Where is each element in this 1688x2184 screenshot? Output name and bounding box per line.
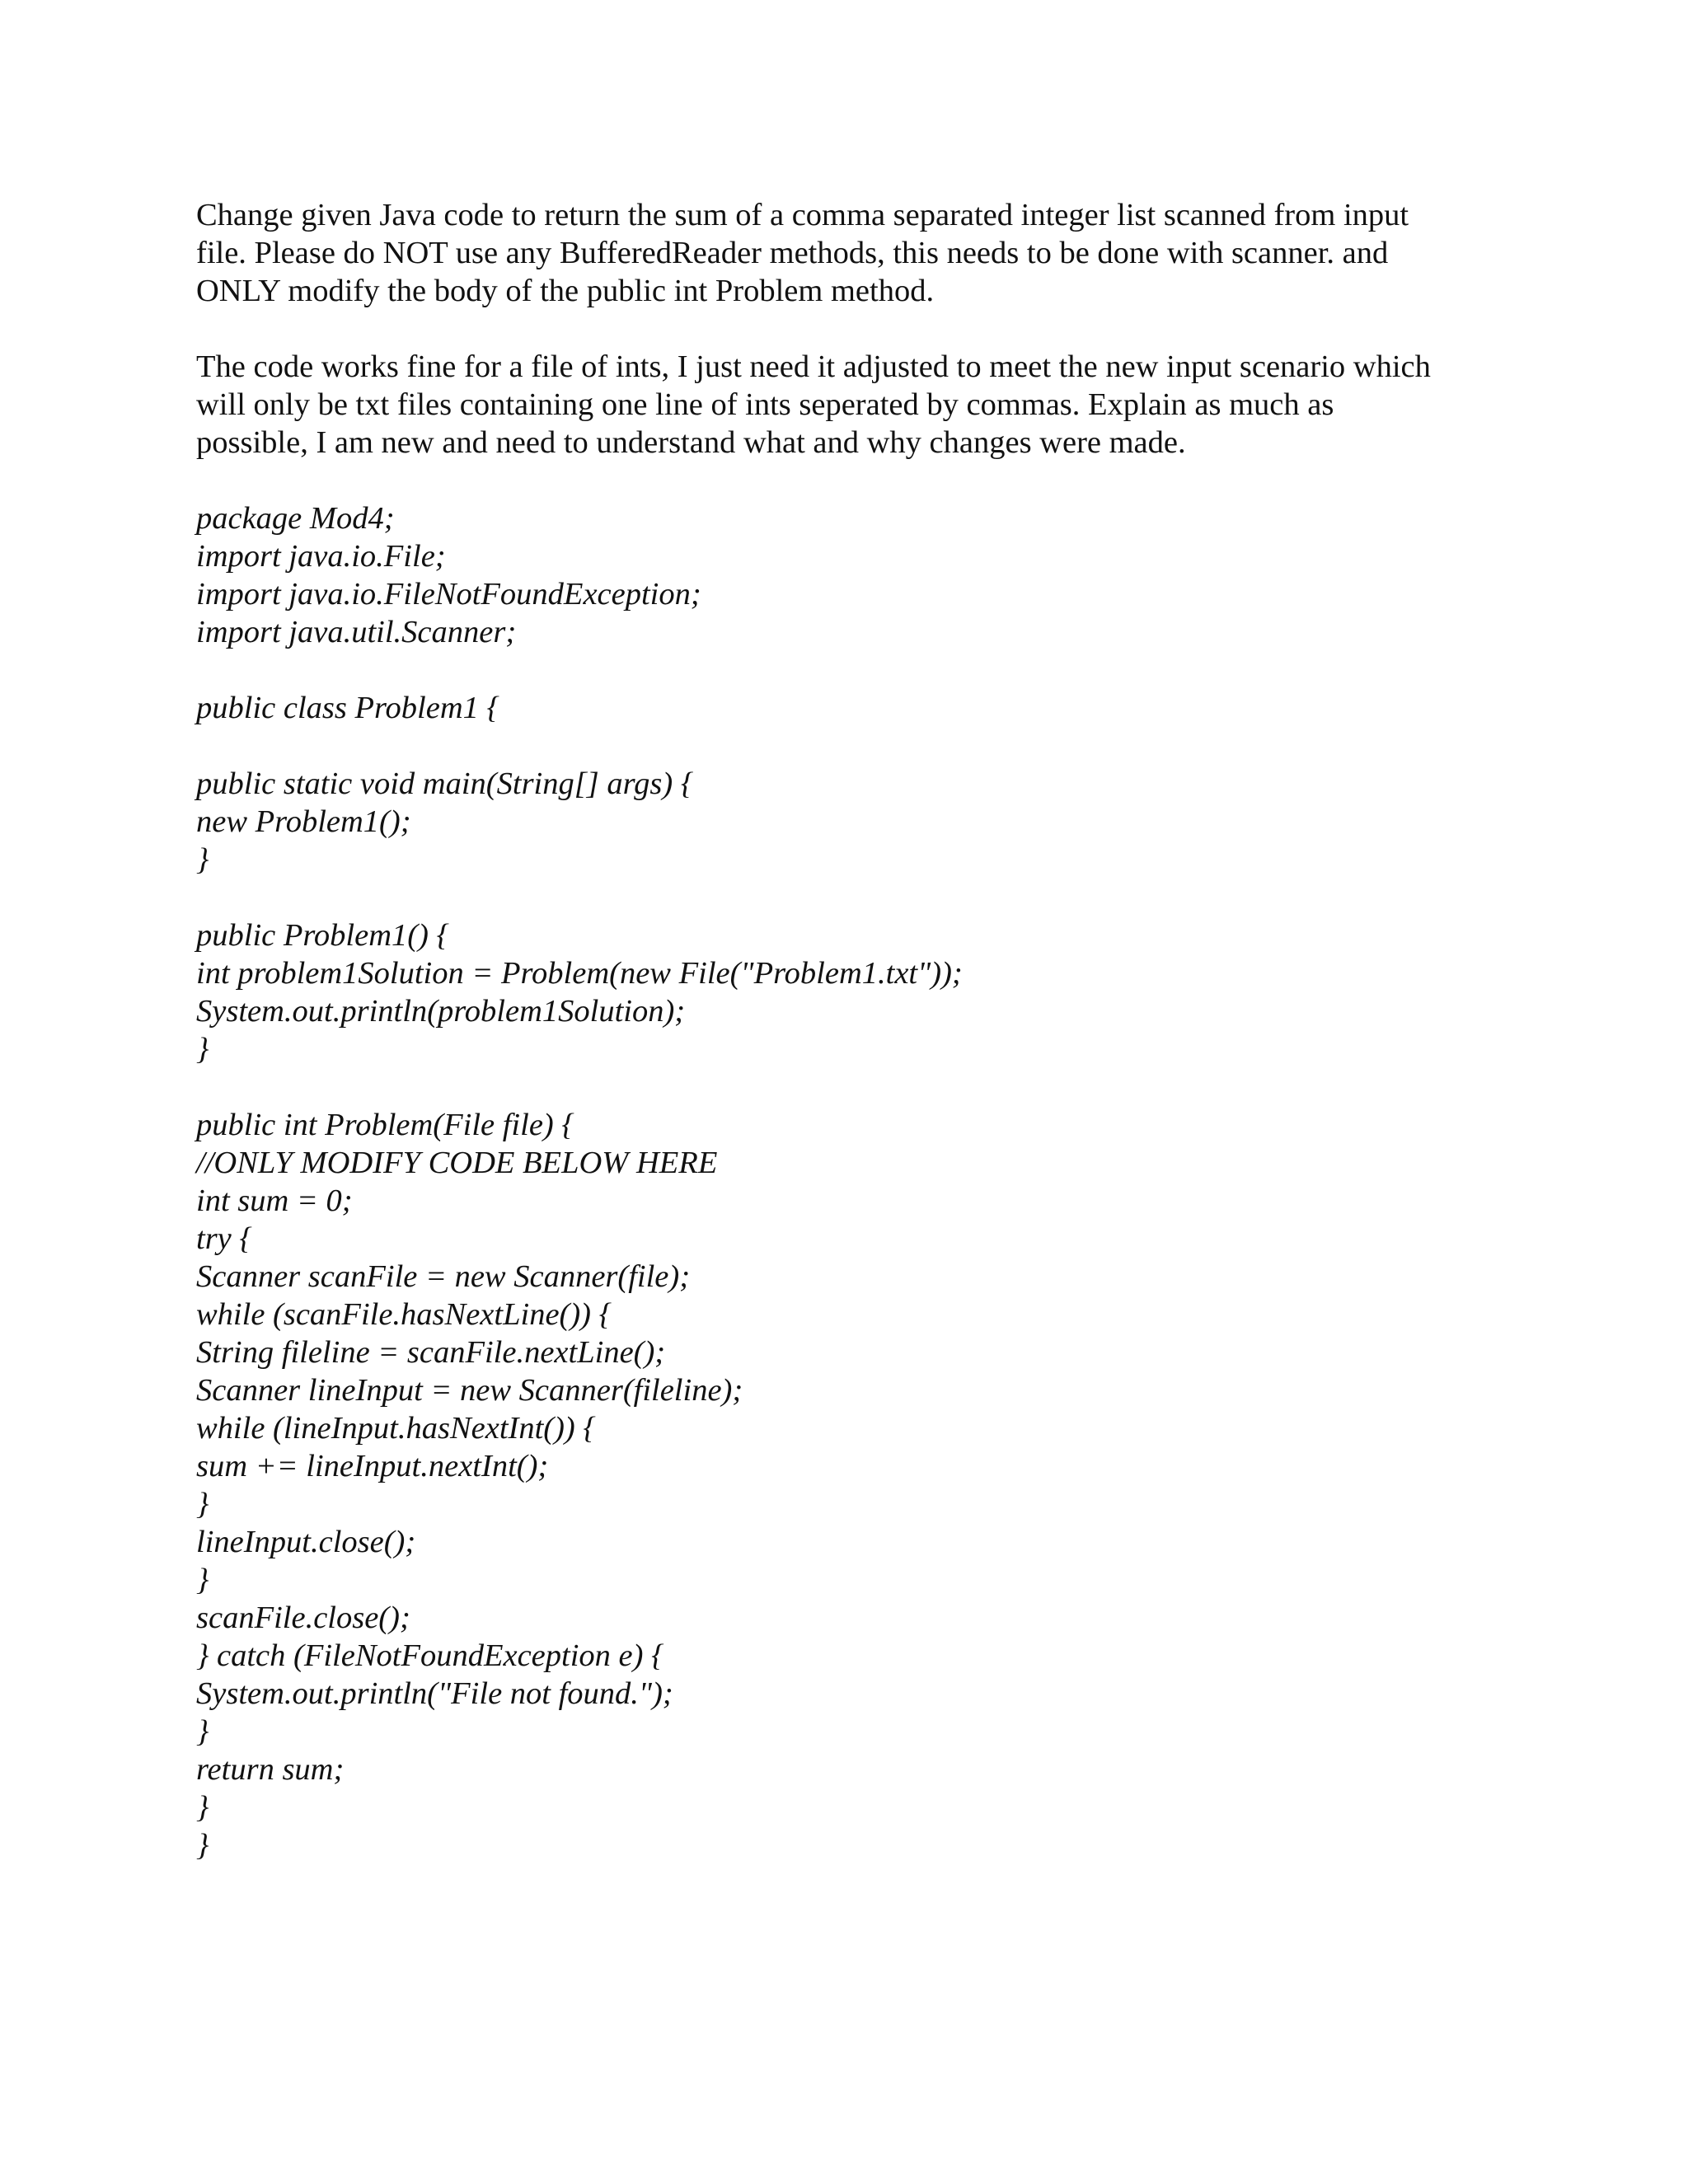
code-line: int problem1Solution = Problem(new File("Problem1.txt"));	[196, 956, 963, 991]
paragraph-line: The code works fine for a file of ints, I just need it adjusted to meet the new input scenario which	[196, 349, 1431, 384]
code-line: try {	[196, 1221, 252, 1256]
code-line	[196, 879, 1515, 916]
code-line: Scanner lineInput = new Scanner(fileline);	[196, 1373, 743, 1408]
code-line: }	[196, 1790, 209, 1825]
code-line: }	[196, 1714, 209, 1749]
code-line: System.out.println("File not found.");	[196, 1676, 673, 1711]
instruction-paragraph	[196, 196, 1515, 310]
explanation-paragraph	[196, 348, 1515, 462]
code-line: public Problem1() {	[196, 918, 449, 953]
code-line	[196, 727, 1515, 765]
code-line: import java.util.Scanner;	[196, 615, 517, 649]
code-line: import java.io.File;	[196, 539, 446, 574]
code-line: }	[196, 1032, 209, 1066]
code-line: while (lineInput.hasNextInt()) {	[196, 1411, 596, 1446]
code-line	[196, 1068, 1515, 1106]
code-line: }	[196, 842, 209, 877]
paragraph-line: possible, I am new and need to understand what and why changes were made.	[196, 425, 1186, 460]
paragraph-line: will only be txt files containing one line of ints seperated by commas. Explain as much as	[196, 387, 1334, 422]
code-line: }	[196, 1563, 209, 1597]
code-line: while (scanFile.hasNextLine()) {	[196, 1297, 612, 1332]
java-code-block	[196, 499, 1515, 1864]
code-line: sum += lineInput.nextInt();	[196, 1449, 549, 1483]
code-line: Scanner scanFile = new Scanner(file);	[196, 1259, 691, 1294]
code-line: int sum = 0;	[196, 1183, 353, 1218]
code-line: public class Problem1 {	[196, 691, 499, 725]
paragraph-line: ONLY modify the body of the public int Problem method.	[196, 274, 935, 308]
paragraph-line: Change given Java code to return the sum of a comma separated integer list scanned from input	[196, 198, 1409, 232]
document-body	[196, 196, 1515, 1864]
code-line: }	[196, 1487, 209, 1521]
code-line: lineInput.close();	[196, 1525, 416, 1559]
code-line: String fileline = scanFile.nextLine();	[196, 1335, 666, 1370]
code-line: scanFile.close();	[196, 1601, 410, 1635]
code-line: import java.io.FileNotFoundException;	[196, 577, 701, 612]
code-line: }	[196, 1828, 209, 1863]
code-line: System.out.println(problem1Solution);	[196, 994, 686, 1029]
code-line: return sum;	[196, 1752, 345, 1787]
code-line: new Problem1();	[196, 804, 411, 839]
code-line: public static void main(String[] args) {	[196, 766, 694, 801]
code-line: //ONLY MODIFY CODE BELOW HERE	[196, 1146, 718, 1180]
paragraph-line: file. Please do NOT use any BufferedReader methods, this needs to be done with scanner. and	[196, 236, 1389, 270]
code-line: package Mod4;	[196, 501, 395, 536]
code-line: public int Problem(File file) {	[196, 1108, 574, 1142]
code-line	[196, 651, 1515, 689]
code-line: } catch (FileNotFoundException e) {	[196, 1638, 664, 1673]
